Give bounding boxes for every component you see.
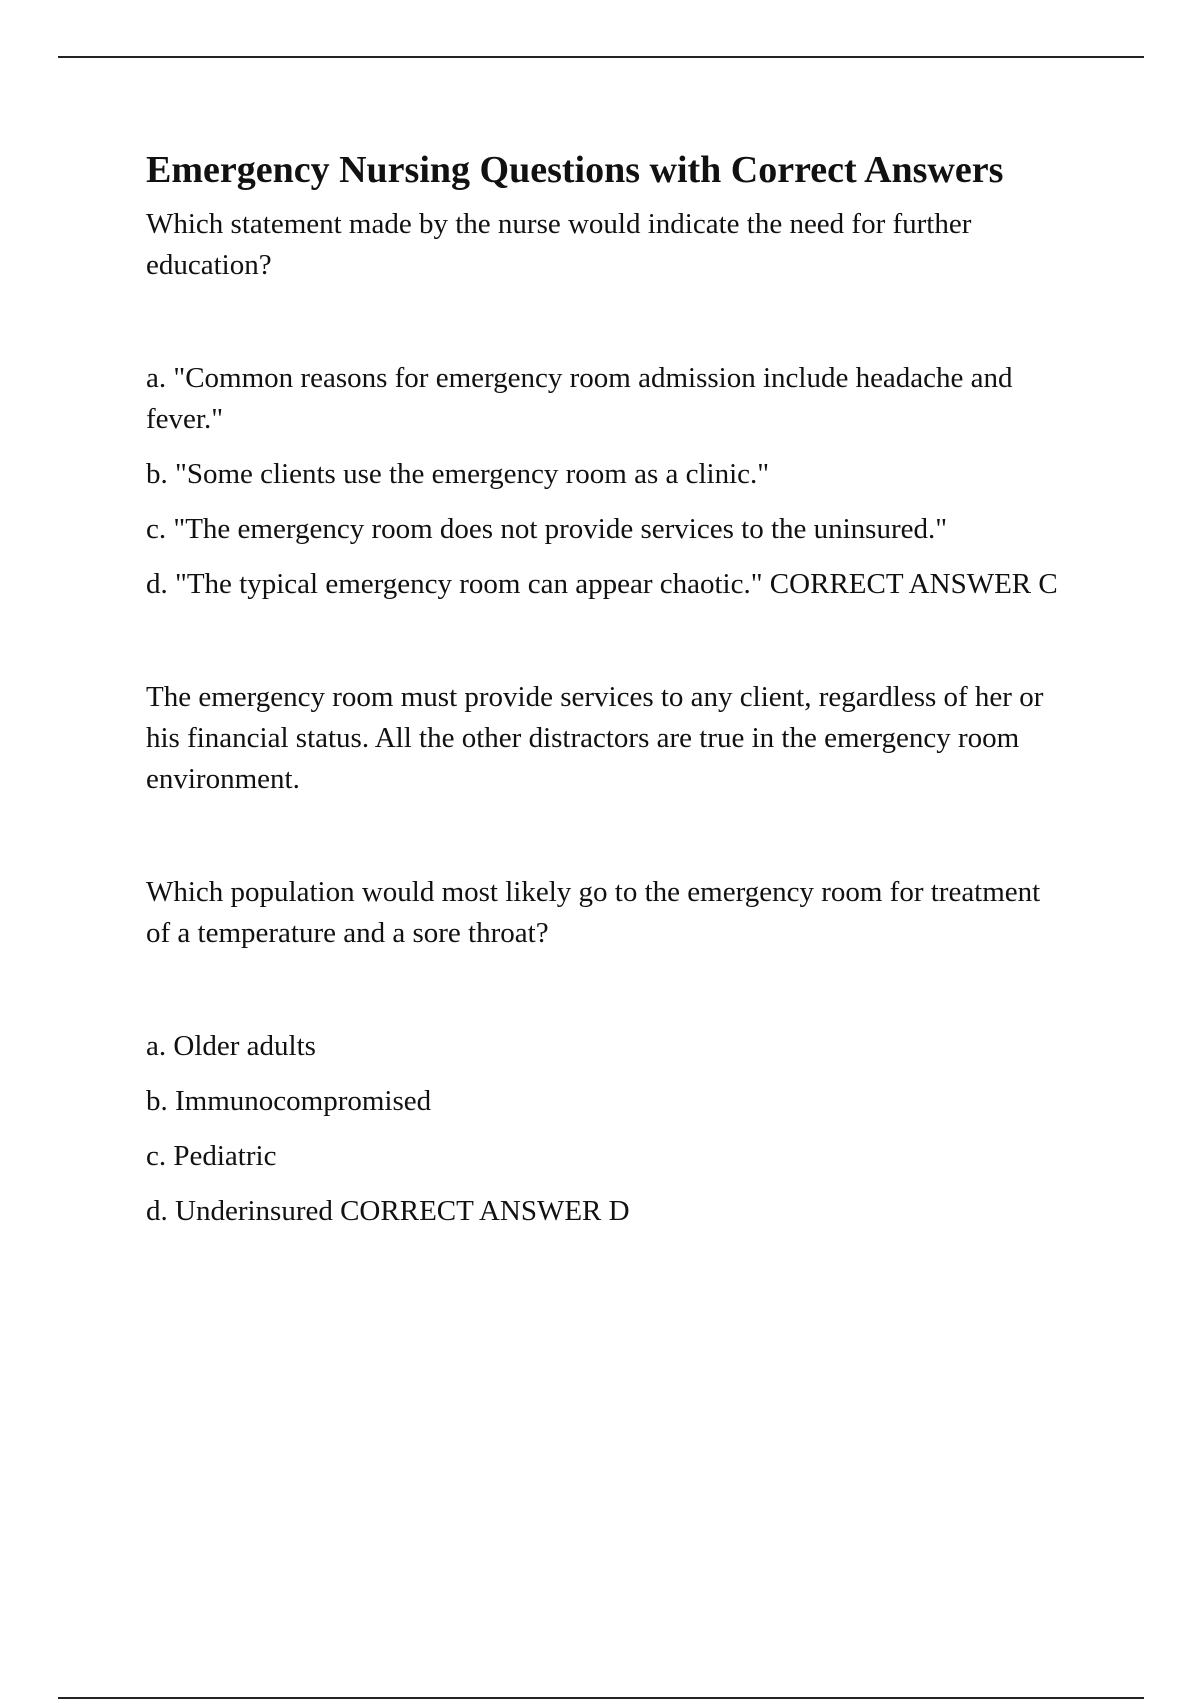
question-2-stem: Which population would most likely go to the emergency room for treatment of a temperature and a sore throat? (146, 876, 1041, 949)
bottom-divider (58, 1697, 1144, 1699)
question-1-option-c: c. "The emergency room does not provide services to the uninsured." (146, 513, 948, 545)
question-1-rationale: The emergency room must provide services to any client, regardless of her or his financial status. All the other distractors are true in the emergency room environment. (146, 681, 1044, 795)
question-1-option-b: b. "Some clients use the emergency room as a clinic." (146, 458, 770, 490)
question-1-stem: Which statement made by the nurse would indicate the need for further education? (146, 208, 972, 281)
question-2-option-b: b. Immunocompromised (146, 1085, 432, 1117)
question-2-option-d: d. Underinsured CORRECT ANSWER D (146, 1195, 630, 1227)
question-2-option-c: c. Pediatric (146, 1140, 277, 1172)
top-divider (58, 56, 1144, 58)
question-1-option-a: a. "Common reasons for emergency room admission include headache and fever." (146, 362, 1013, 435)
document-title: Emergency Nursing Questions with Correct Answers (146, 149, 1004, 191)
question-2-option-a: a. Older adults (146, 1030, 316, 1062)
question-1-option-d: d. "The typical emergency room can appear chaotic." CORRECT ANSWER C (146, 568, 1058, 600)
document-body (146, 146, 1066, 1232)
